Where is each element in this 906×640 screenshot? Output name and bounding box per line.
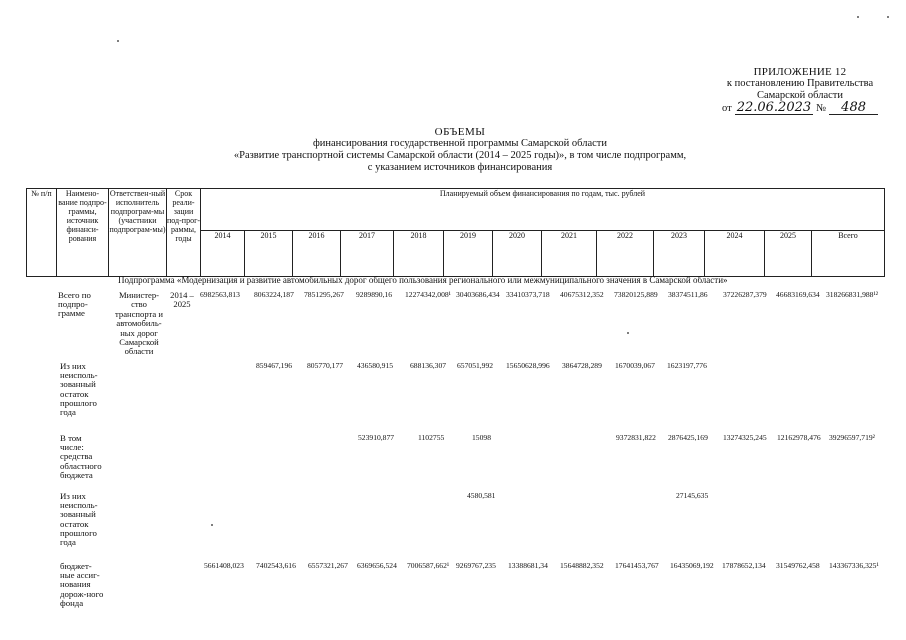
cell-value: 9372831,822: [616, 433, 656, 442]
cell-value: 40675312,352: [560, 290, 604, 299]
number-label: №: [816, 103, 827, 114]
title-volumes: ОБЪЕМЫ: [434, 126, 486, 138]
header-period: Срок реали-зации под-прог-раммы, годы: [167, 189, 201, 277]
cell-value: 15650628,996: [506, 361, 550, 370]
scan-speck: [211, 524, 213, 526]
cell-value: 805770,177: [307, 361, 344, 370]
cell-value: 436580,915: [357, 361, 394, 370]
cell-value: 6557321,267: [308, 561, 348, 570]
cell-value: 46683169,634: [776, 290, 820, 299]
cell-value: 859467,196: [256, 361, 293, 370]
cell-value: 37226287,379: [723, 290, 767, 299]
row-label: Всего по подпро-грамме: [58, 290, 91, 319]
header-year: 2022: [597, 231, 654, 277]
header-year: 2016: [293, 231, 341, 277]
scan-speck: [627, 332, 629, 334]
header-year: 2017: [341, 231, 394, 277]
appendix-date-line: [700, 102, 900, 115]
cell-value: 1670039,067: [615, 361, 655, 370]
from-label: от: [722, 103, 732, 114]
row-label: Из них неисполь-зованный остаток прошлого года: [60, 361, 98, 418]
cell-value: 6982563,813: [200, 290, 240, 299]
cell-value: 12162978,476: [777, 433, 821, 442]
cell-value: 3864728,289: [562, 361, 602, 370]
cell-value: 5661408,023: [204, 561, 244, 570]
header-year: 2014: [201, 231, 245, 277]
handwritten-number: 488: [829, 102, 878, 115]
cell-value: 73820125,889: [614, 290, 658, 299]
row-label: бюджет-ные ассиг-нования дорож-ного фонда: [60, 561, 104, 608]
cell-value: 1623197,776: [667, 361, 707, 370]
cell-value: 6369656,524: [357, 561, 397, 570]
cell-value: 30403686,434: [456, 290, 500, 299]
cell-value: 17641453,767: [615, 561, 659, 570]
cell-value: 4580,581: [467, 491, 496, 500]
cell-total: 143367336,325¹: [829, 561, 879, 570]
scan-speck: [887, 16, 889, 18]
title-line-3: «Развитие транспортной системы Самарской области (2014 – 2025 годы)», в том числе подпрограмм,: [233, 150, 687, 161]
title-line-2: финансирования государственной программы Самарской области: [312, 138, 607, 149]
scan-speck: [857, 16, 859, 18]
cell-value: 12274342,008¹: [405, 290, 451, 299]
cell-value: 657051,992: [457, 361, 494, 370]
header-year: 2015: [245, 231, 293, 277]
cell-value: 2876425,169: [668, 433, 708, 442]
row-label: В том числе: средства областного бюджета: [60, 433, 102, 480]
cell-value: 31549762,458: [776, 561, 820, 570]
cell-value: 1102755: [418, 433, 445, 442]
cell-value: 38374511,86: [668, 290, 708, 299]
appendix-resolution-line: к постановлению Правительства: [726, 78, 874, 89]
header-year: 2019: [444, 231, 493, 277]
header-total: Всего: [812, 231, 885, 277]
appendix-number: ПРИЛОЖЕНИЕ 12: [753, 66, 847, 78]
cell-value: 688136,307: [410, 361, 447, 370]
document-title: [190, 126, 730, 174]
handwritten-date: 22.06.2023: [736, 100, 812, 115]
header-year: 2024: [705, 231, 765, 277]
scan-speck: [117, 40, 119, 42]
header-year: 2023: [654, 231, 705, 277]
cell-value: 15098: [472, 433, 491, 442]
header-num: № п/п: [27, 189, 57, 277]
cell-value: 523910,877: [358, 433, 395, 442]
appendix-header: [700, 66, 900, 115]
header-year: 2018: [394, 231, 444, 277]
cell-value: 7006587,662¹: [407, 561, 450, 570]
cell-total: 39296597,719²: [829, 433, 875, 442]
executor-cell: Министер-ство транспорта и автомобиль-ных дорог Самарской области: [115, 290, 163, 357]
cell-value: 7402543,616: [256, 561, 296, 570]
cell-value: 33410373,718: [506, 290, 550, 299]
cell-value: 7851295,267: [304, 290, 344, 299]
cell-value: 8063224,187: [254, 290, 294, 299]
subprogram-title: Подпрограмма «Модернизация и развитие автомобильных дорог общего пользования регионального или межмуниципального значения в Самарской области»: [118, 275, 728, 285]
header-executor: Ответствен-ный исполнитель подпрограм-мы (участники подпрограм-мы): [109, 189, 167, 277]
cell-value: 16435069,192: [670, 561, 714, 570]
cell-value: 9289890,16: [356, 290, 393, 299]
cell-value: 15648882,352: [560, 561, 604, 570]
header-year: 2020: [493, 231, 542, 277]
period-cell: 2014 – 2025: [170, 290, 194, 310]
cell-value: 17878652,134: [722, 561, 766, 570]
cell-value: 27145,635: [676, 491, 709, 500]
cell-value: 13274325,245: [723, 433, 767, 442]
financing-table-header: [26, 188, 885, 277]
header-name: Наимено-вание подпро-граммы, источник финанси-рования: [57, 189, 109, 277]
cell-value: 13388681,34: [508, 561, 548, 570]
title-line-4: с указанием источников финансирования: [367, 162, 553, 173]
cell-value: 9269767,235: [456, 561, 496, 570]
cell-total: 318266831,988¹²: [826, 290, 879, 299]
header-year: 2021: [542, 231, 597, 277]
header-year: 2025: [765, 231, 812, 277]
header-planned-volume: Планируемый объем финансирования по годам, тыс. рублей: [201, 189, 885, 231]
appendix-region-line: Самарской области: [757, 90, 843, 101]
row-label: Из них неисполь-зованный остаток прошлого года: [60, 491, 98, 548]
